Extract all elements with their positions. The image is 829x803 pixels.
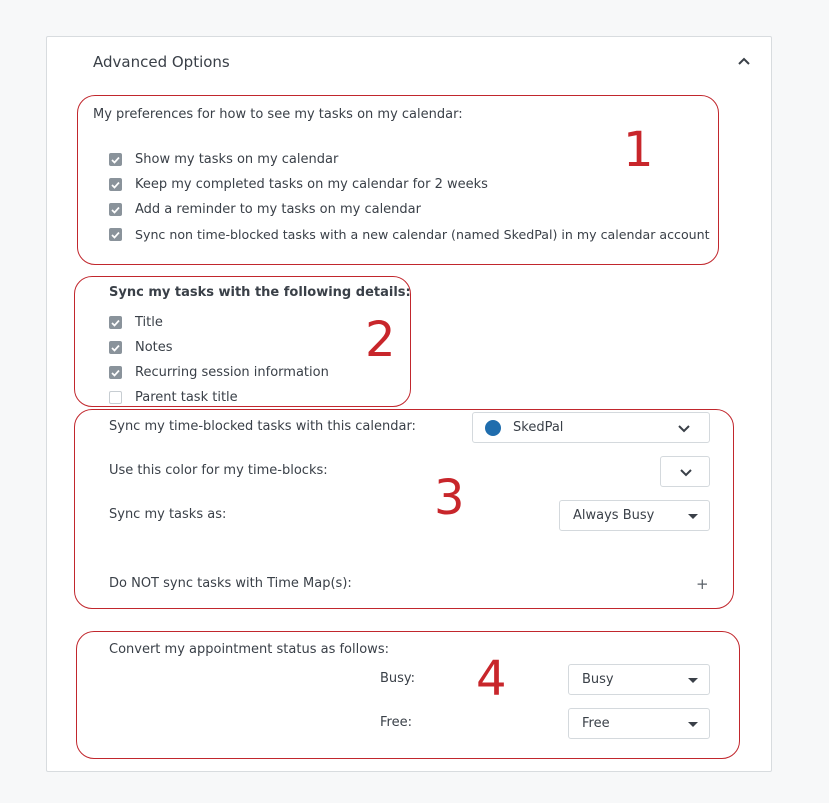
sync-as-select[interactable] xyxy=(559,500,710,531)
chevron-up-icon xyxy=(737,56,751,66)
collapse-button[interactable] xyxy=(733,50,755,72)
option-label[interactable]: Sync non time-blocked tasks with a new calendar (named SkedPal) in my calendar account xyxy=(135,227,710,242)
check-icon xyxy=(111,231,120,239)
caret-down-icon xyxy=(688,514,698,519)
check-icon xyxy=(111,181,120,189)
annotation-number-4: 4 xyxy=(476,651,507,707)
checkbox-title[interactable] xyxy=(109,316,122,329)
appointment-status-heading: Convert my appointment status as follows: xyxy=(109,642,389,657)
option-label[interactable]: Title xyxy=(135,315,163,330)
calendar-select-value: SkedPal xyxy=(513,420,564,435)
free-select[interactable] xyxy=(568,708,710,739)
checkbox-sync-non-timeblocked[interactable] xyxy=(109,228,122,241)
color-select[interactable] xyxy=(660,456,710,487)
caret-down-icon xyxy=(688,722,698,727)
checkbox-keep-completed[interactable] xyxy=(109,178,122,191)
option-label[interactable]: Add a reminder to my tasks on my calendar xyxy=(135,202,421,217)
option-label[interactable]: Parent task title xyxy=(135,390,238,405)
option-label[interactable]: Recurring session information xyxy=(135,365,329,380)
check-icon xyxy=(111,369,120,377)
check-icon xyxy=(111,156,120,164)
sync-as-value: Always Busy xyxy=(573,508,655,523)
check-icon xyxy=(111,344,120,352)
busy-select-value: Busy xyxy=(582,672,614,687)
timemap-label: Do NOT sync tasks with Time Map(s): xyxy=(109,576,352,591)
color-label: Use this color for my time-blocks: xyxy=(109,463,328,478)
annotation-number-3: 3 xyxy=(434,470,465,526)
option-label[interactable]: Show my tasks on my calendar xyxy=(135,152,339,167)
checkbox-recurring-session[interactable] xyxy=(109,366,122,379)
check-icon xyxy=(111,319,120,327)
checkbox-add-reminder[interactable] xyxy=(109,203,122,216)
calendar-select[interactable] xyxy=(472,412,710,443)
busy-label: Busy: xyxy=(380,671,416,686)
checkbox-show-tasks[interactable] xyxy=(109,153,122,166)
panel-title: Advanced Options xyxy=(93,53,230,71)
busy-select[interactable] xyxy=(568,664,710,695)
calendar-color-dot xyxy=(485,420,501,436)
checkbox-parent-task-title[interactable] xyxy=(109,391,122,404)
chevron-down-icon xyxy=(677,424,691,434)
annotation-number-2: 2 xyxy=(365,312,396,368)
check-icon xyxy=(111,206,120,214)
add-timemap-button[interactable]: + xyxy=(696,575,709,593)
chevron-down-icon xyxy=(679,468,693,478)
checkbox-notes[interactable] xyxy=(109,341,122,354)
option-label[interactable]: Notes xyxy=(135,340,173,355)
calendar-label: Sync my time-blocked tasks with this calendar: xyxy=(109,419,416,434)
preferences-heading: My preferences for how to see my tasks on my calendar: xyxy=(93,107,463,122)
free-label: Free: xyxy=(380,715,412,730)
caret-down-icon xyxy=(688,678,698,683)
details-heading: Sync my tasks with the following details: xyxy=(109,285,411,300)
option-label[interactable]: Keep my completed tasks on my calendar for 2 weeks xyxy=(135,177,488,192)
annotation-number-1: 1 xyxy=(623,122,654,178)
sync-as-label: Sync my tasks as: xyxy=(109,507,227,522)
free-select-value: Free xyxy=(582,716,610,731)
